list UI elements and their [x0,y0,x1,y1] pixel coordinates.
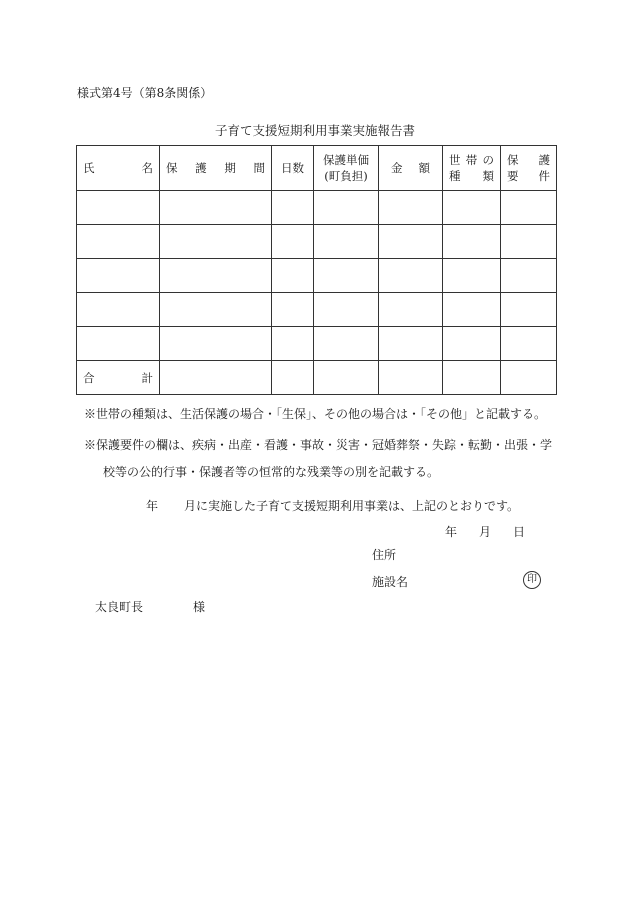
report-date [445,523,525,540]
total-label: 合 計 [77,361,160,395]
table-row [77,225,557,259]
header-days: 日数 [272,146,314,191]
table-row [77,259,557,293]
header-name: 氏 名 [77,146,160,191]
header-household-type: 世 帯 の 種 類 [443,146,501,191]
document-title: 子育て支援短期利用事業実施報告書 [214,123,415,138]
date-day: 日 [512,525,525,539]
seal-mark: 印 [523,571,541,589]
table-header-row [77,146,557,191]
note-protection-reason-line2: 校等の公的行事・保護者等の恒常的な残業等の別を記載する。 [103,465,440,479]
note-household-type: ※世帯の種類は、生活保護の場合・「生保」、その他の場合は・「その他」と記載する。 [84,407,547,421]
table-row [77,293,557,327]
facility-name-label: 施設名 [372,575,409,589]
date-month: 月 [478,525,491,539]
header-protection-reason: 保 護 要 件 [501,146,557,191]
addressee-name: 太良町長 [95,600,144,614]
statement-month-text: 月に実施した子育て支援短期利用事業は、上記のとおりです。 [184,499,520,513]
report-table [76,145,557,395]
table-total-row [77,361,557,395]
statement-year: 年 [146,499,159,513]
address-label: 住所 [372,548,397,562]
header-period: 保 護 期 間 [160,146,272,191]
note-protection-reason-line1: ※保護要件の欄は、疾病・出産・看護・事故・災害・冠婚葬祭・失踪・転勤・出張・学 [84,438,553,452]
table-row [77,327,557,361]
implementation-statement [146,497,519,514]
form-number: 様式第4号（第8条関係） [77,86,213,100]
table-row [77,191,557,225]
addressee [95,598,205,615]
date-year: 年 [445,525,458,539]
addressee-honorific: 様 [193,600,206,614]
header-amount: 金 額 [379,146,443,191]
header-unit-price: 保護単価 (町負担) [314,146,379,191]
